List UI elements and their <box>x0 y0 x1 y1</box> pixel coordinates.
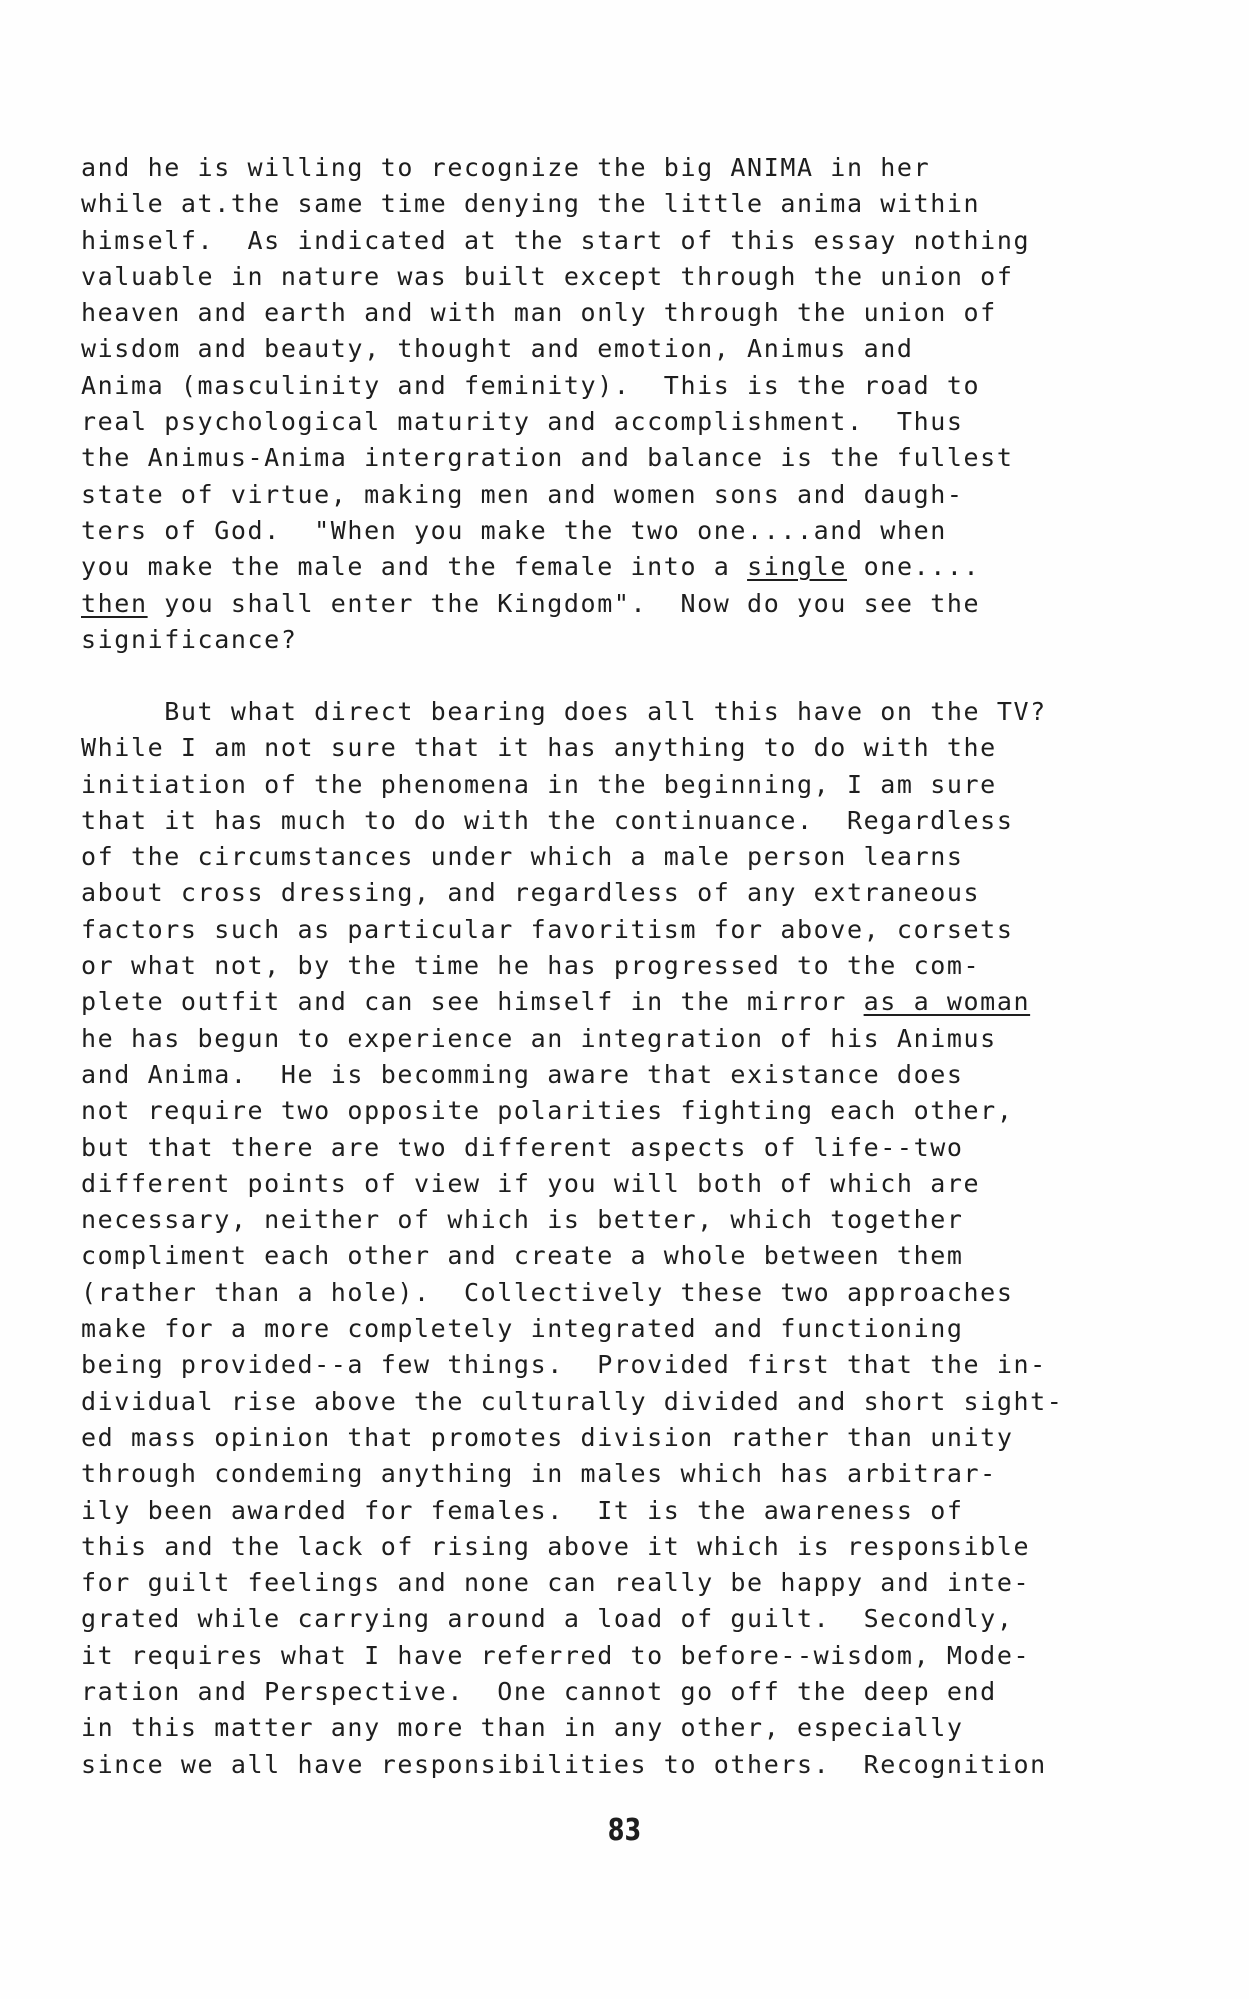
text-segment: different points of view if you will both of which are <box>81 1168 981 1198</box>
text-line <box>81 223 1141 259</box>
text-segment: ters of God. "When you make the two one....and when <box>81 515 947 545</box>
text-line <box>81 1021 1141 1057</box>
text-segment: (rather than a hole). Collectively these two approaches <box>81 1277 1014 1307</box>
text-segment: it requires what I have referred to before--wisdom, Mode- <box>81 1640 1031 1670</box>
text-segment: real psychological maturity and accomplishment. Thus <box>81 407 964 437</box>
text-segment: dividual rise above the culturally divided and short sight- <box>81 1386 1064 1416</box>
text-line <box>81 549 1141 585</box>
text-segment: heaven and earth and with man only through the union of <box>81 298 997 328</box>
text-segment: ed mass opinion that promotes division rather than unity <box>81 1422 1014 1452</box>
text-segment: initiation of the phenomena in the beginning, I am sure <box>81 769 997 799</box>
body-paragraph <box>81 694 1141 1783</box>
text-line <box>81 513 1141 549</box>
text-line <box>81 1093 1141 1129</box>
text-segment: being provided--a few things. Provided first that the in- <box>81 1350 1047 1380</box>
text-line <box>81 1638 1141 1674</box>
text-line <box>81 404 1141 440</box>
text-line <box>81 984 1141 1020</box>
text-segment: since we all have responsibilities to others. Recognition <box>81 1749 1047 1779</box>
text-segment: state of virtue, making men and women sons and daugh- <box>81 479 964 509</box>
text-segment: about cross dressing, and regardless of any extraneous <box>81 878 981 908</box>
text-line <box>81 875 1141 911</box>
body-paragraph <box>81 150 1141 658</box>
text-segment: compliment each other and create a whole between them <box>81 1241 964 1271</box>
text-segment: While I am not sure that it has anything to do with the <box>81 733 997 763</box>
text-segment: valuable in nature was built except through the union of <box>81 261 1014 291</box>
text-segment: ily been awarded for females. It is the awareness of <box>81 1495 964 1525</box>
underlined-text: as a woman <box>863 987 1031 1017</box>
text-line <box>81 1202 1141 1238</box>
text-line <box>81 259 1141 295</box>
text-segment: Anima (masculinity and feminity). This is the road to <box>81 370 981 400</box>
text-line <box>81 622 1141 658</box>
text-segment: necessary, neither of which is better, which together <box>81 1205 964 1235</box>
text-line <box>81 477 1141 513</box>
text-line <box>81 1057 1141 1093</box>
text-line <box>81 1238 1141 1274</box>
text-line <box>81 803 1141 839</box>
text-segment: but that there are two different aspects of life--two <box>81 1132 964 1162</box>
text-line <box>81 694 1141 730</box>
text-line <box>81 1601 1141 1637</box>
text-line <box>81 948 1141 984</box>
text-line <box>81 912 1141 948</box>
text-line <box>81 368 1141 404</box>
text-segment: ration and Perspective. One cannot go off the deep end <box>81 1677 997 1707</box>
text-segment: in this matter any more than in any other, especially <box>81 1713 964 1743</box>
text-segment: of the circumstances under which a male person learns <box>81 842 964 872</box>
text-segment: for guilt feelings and none can really be happy and inte- <box>81 1568 1031 1598</box>
text-line <box>81 150 1141 186</box>
text-line <box>81 1493 1141 1529</box>
text-line <box>81 1710 1141 1746</box>
text-line <box>81 586 1141 622</box>
text-segment: you shall enter the Kingdom". Now do you see the <box>147 588 981 618</box>
underlined-text: then <box>81 588 148 618</box>
text-segment: or what not, by the time he has progressed to the com- <box>81 951 981 981</box>
text-segment: himself. As indicated at the start of this essay nothing <box>81 225 1031 255</box>
text-segment: plete outfit and can see himself in the mirror <box>81 987 864 1017</box>
text-line <box>81 440 1141 476</box>
text-segment: the Animus-Anima intergration and balance is the fullest <box>81 443 1014 473</box>
text-segment: that it has much to do with the continuance. Regardless <box>81 805 1014 835</box>
text-line <box>81 839 1141 875</box>
text-line <box>81 1565 1141 1601</box>
text-line <box>81 1166 1141 1202</box>
text-line <box>81 186 1141 222</box>
text-line <box>81 331 1141 367</box>
text-segment: this and the lack of rising above it which is responsible <box>81 1531 1031 1561</box>
page-number: 83 <box>607 1813 642 1848</box>
text-line <box>81 1420 1141 1456</box>
text-segment: one.... <box>846 552 981 582</box>
text-segment: you make the male and the female into a <box>81 552 748 582</box>
text-segment: factors such as particular favoritism for above, corsets <box>81 914 1014 944</box>
text-line <box>81 295 1141 331</box>
text-segment: and he is willing to recognize the big ANIMA in her <box>81 153 931 182</box>
text-segment: wisdom and beauty, thought and emotion, Animus and <box>81 334 914 364</box>
text-segment: grated while carrying around a load of guilt. Secondly, <box>81 1604 1014 1634</box>
text-segment: while at.the same time denying the little anima within <box>81 189 981 219</box>
text-segment: But what direct bearing does all this have on the TV? <box>81 697 1047 726</box>
text-segment: not require two opposite polarities fighting each other, <box>81 1096 1014 1126</box>
text-line <box>81 767 1141 803</box>
text-line <box>81 730 1141 766</box>
text-line <box>81 1529 1141 1565</box>
text-line <box>81 1674 1141 1710</box>
text-line <box>81 1384 1141 1420</box>
text-line <box>81 1130 1141 1166</box>
text-line <box>81 1456 1141 1492</box>
text-line <box>81 1347 1141 1383</box>
text-segment: through condeming anything in males which has arbitrar- <box>81 1459 997 1489</box>
text-segment: significance? <box>81 624 298 654</box>
text-segment: make for a more completely integrated and functioning <box>81 1314 964 1344</box>
underlined-text: single <box>747 552 847 582</box>
text-segment: he has begun to experience an integration of his Animus <box>81 1023 997 1053</box>
text-segment: and Anima. He is becomming aware that existance does <box>81 1059 964 1089</box>
text-line <box>81 1311 1141 1347</box>
text-line <box>81 1747 1141 1783</box>
text-line <box>81 1275 1141 1311</box>
